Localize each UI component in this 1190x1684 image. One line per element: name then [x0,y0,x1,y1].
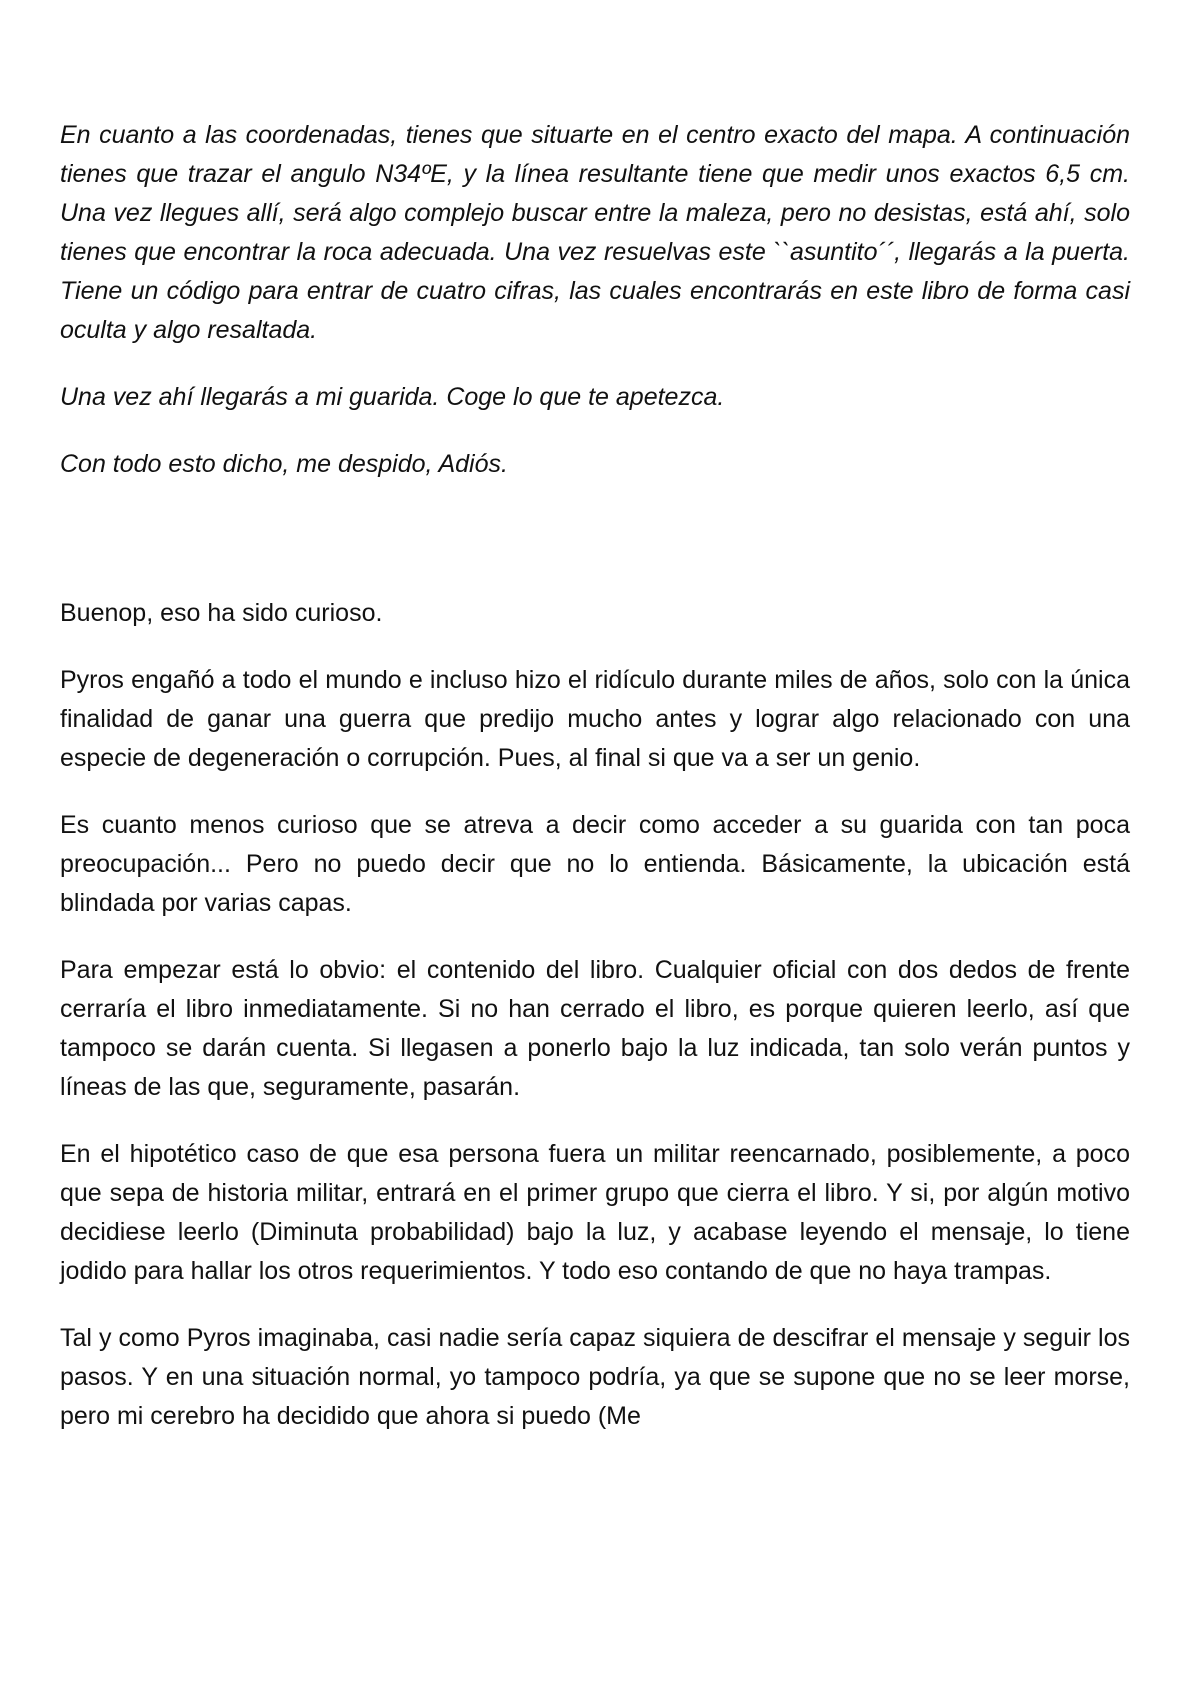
narrative-paragraph-4: Para empezar está lo obvio: el contenido del libro. Cualquier oficial con dos dedos de frente cerraría el libro inmediatamente. Si no han cerrado el libro, es porque quieren leerlo, así que tampoco se darán cuenta. Si llegasen a ponerlo bajo la luz indicada, tan solo verán puntos y líneas de las que, seguramente, pasarán. [60,956,1130,1101]
narrative-paragraph-6: Tal y como Pyros imaginaba, casi nadie sería capaz siquiera de descifrar el mensaje y seguir los pasos. Y en una situación normal, yo tampoco podría, ya que se supone que no se leer morse, pero mi cerebro ha decidido que ahora si puedo (Me [60,1324,1130,1430]
letter-paragraph-farewell: Con todo esto dicho, me despido, Adiós. [60,450,508,478]
section-spacer [60,512,1130,594]
narrative-paragraph-5: En el hipotético caso de que esa persona fuera un militar reencarnado, posiblemente, a poco que sepa de historia militar, entrará en el primer grupo que cierra el libro. Y si, por algún motivo decidiese leerlo (Diminuta probabilidad) bajo la luz, y acabase leyendo el mensaje, lo tiene jodido para hallar los otros requerimientos. Y todo eso contando de que no haya trampas. [60,1140,1130,1285]
narrative-paragraph-2: Pyros engañó a todo el mundo e incluso hizo el ridículo durante miles de años, solo con la única finalidad de ganar una guerra que predijo mucho antes y lograr algo relacionado con una especie de degeneración o corrupción. Pues, al final si que va a ser un genio. [60,666,1130,772]
narrative-paragraph-3: Es cuanto menos curioso que se atreva a decir como acceder a su guarida con tan poca preocupación... Pero no puedo decir que no lo entienda. Básicamente, la ubicación está blindada por varias capas. [60,811,1130,917]
letter-paragraph-lair: Una vez ahí llegarás a mi guarida. Coge lo que te apetezca. [60,383,725,411]
narrative-paragraph-1: Buenop, eso ha sido curioso. [60,599,383,627]
letter-paragraph-coordinates: En cuanto a las coordenadas, tienes que situarte en el centro exacto del mapa. A continuación tienes que trazar el angulo N34ºE, y la línea resultante tiene que medir unos exactos 6,5 cm. Una vez llegues allí, será algo complejo buscar entre la maleza, pero no desistas, está ahí, solo tienes que encontrar la roca adecuada. Una vez resuelvas este ``asuntito´´, llegarás a la puerta. Tiene un código para entrar de cuatro cifras, las cuales encontrarás en este libro de forma casi oculta y algo resaltada. [60,121,1130,344]
document-page [60,116,1130,1436]
